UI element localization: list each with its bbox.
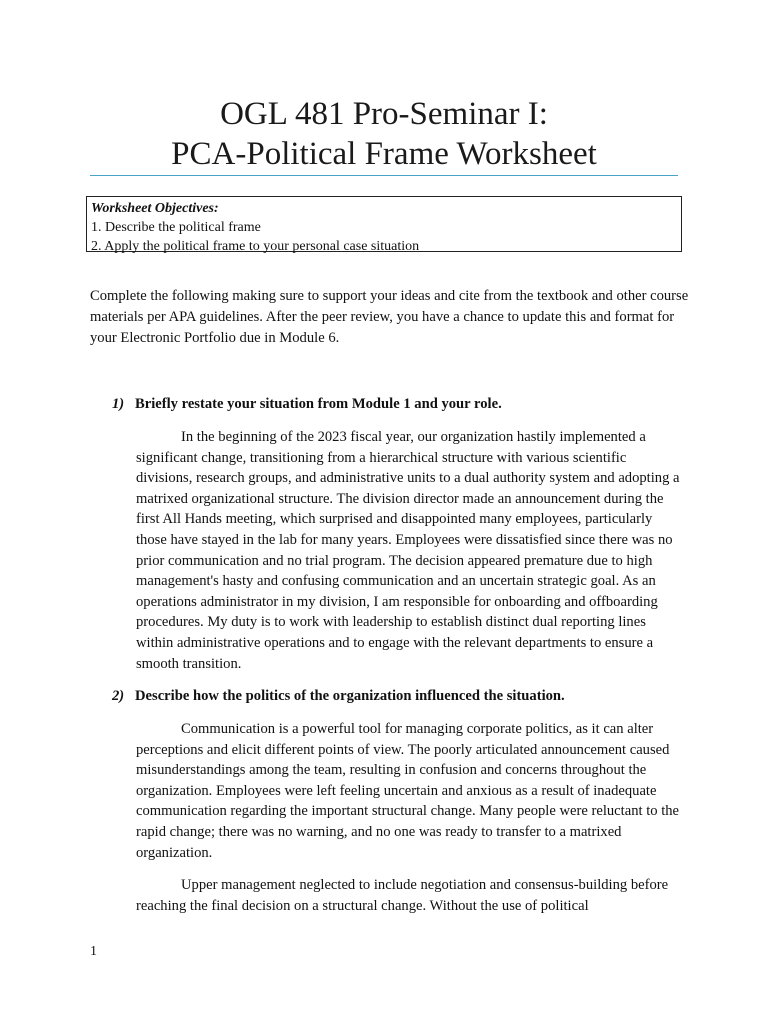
question-2-number: 2) — [112, 688, 125, 704]
objectives-heading: Worksheet Objectives: — [91, 201, 219, 216]
question-1 — [112, 394, 502, 414]
objective-item-2: 2. Apply the political frame to your personal case situation — [91, 239, 420, 254]
question-1-number: 1) — [112, 396, 125, 412]
title-line-1: OGL 481 Pro-Seminar I: — [220, 96, 548, 132]
question-1-text: Briefly restate your situation from Module 1 and your role. — [135, 396, 502, 412]
intro-paragraph: Complete the following making sure to support your ideas and cite from the textbook and other course materials per APA guidelines. After the peer review, you have a chance to update this and format for your Electronic Portfolio due in Module 6. — [90, 288, 689, 346]
question-2-text: Describe how the politics of the organization influenced the situation. — [135, 688, 565, 704]
title-line-2: PCA-Political Frame Worksheet — [171, 136, 597, 172]
objectives-box — [86, 196, 682, 252]
page-number: 1 — [90, 944, 97, 959]
question-2 — [112, 686, 565, 706]
document-title — [90, 94, 678, 174]
title-divider — [90, 175, 678, 176]
objective-item-1: 1. Describe the political frame — [91, 220, 261, 235]
answer-2-paragraph-2: Upper management neglected to include negotiation and consensus-building before reaching the final decision on a structural change. Without the use of political — [136, 877, 669, 914]
answer-2-paragraph-1: Communication is a powerful tool for managing corporate politics, as it can alter perceptions and elicit different points of view. The poorly articulated announcement caused misunderstandings among the team, resulting in confusion and concerns throughout the organization. Employees were left feeling uncertain and anxious as a result of inadequate communication regarding the important structural change. Many people were reluctant to the rapid change; there was no warning, and no one was ready to transfer to a matrixed organization. — [136, 721, 680, 861]
answer-1-paragraph-1: In the beginning of the 2023 fiscal year, our organization hastily implemented a significant change, transitioning from a hierarchical structure with various scientific divisions, research groups, and administrative units to a dual authority system and adopting a matrixed organizational structure. The division director made an announcement during the first All Hands meeting, which surprised and disappointed many employees, particularly those have stayed in the lab for many years. Employees were dissatisfied since there was no prior communication and no trial program. The decision appeared premature due to high management's hasty and confusing communication and an uncertain strategic goal. As an operations administrator in my division, I am responsible for onboarding and offboarding procedures. My duty is to work with leadership to establish distinct dual reporting lines within administrative operations and to engage with the relevant departments to ensure a smooth transition. — [136, 429, 680, 672]
